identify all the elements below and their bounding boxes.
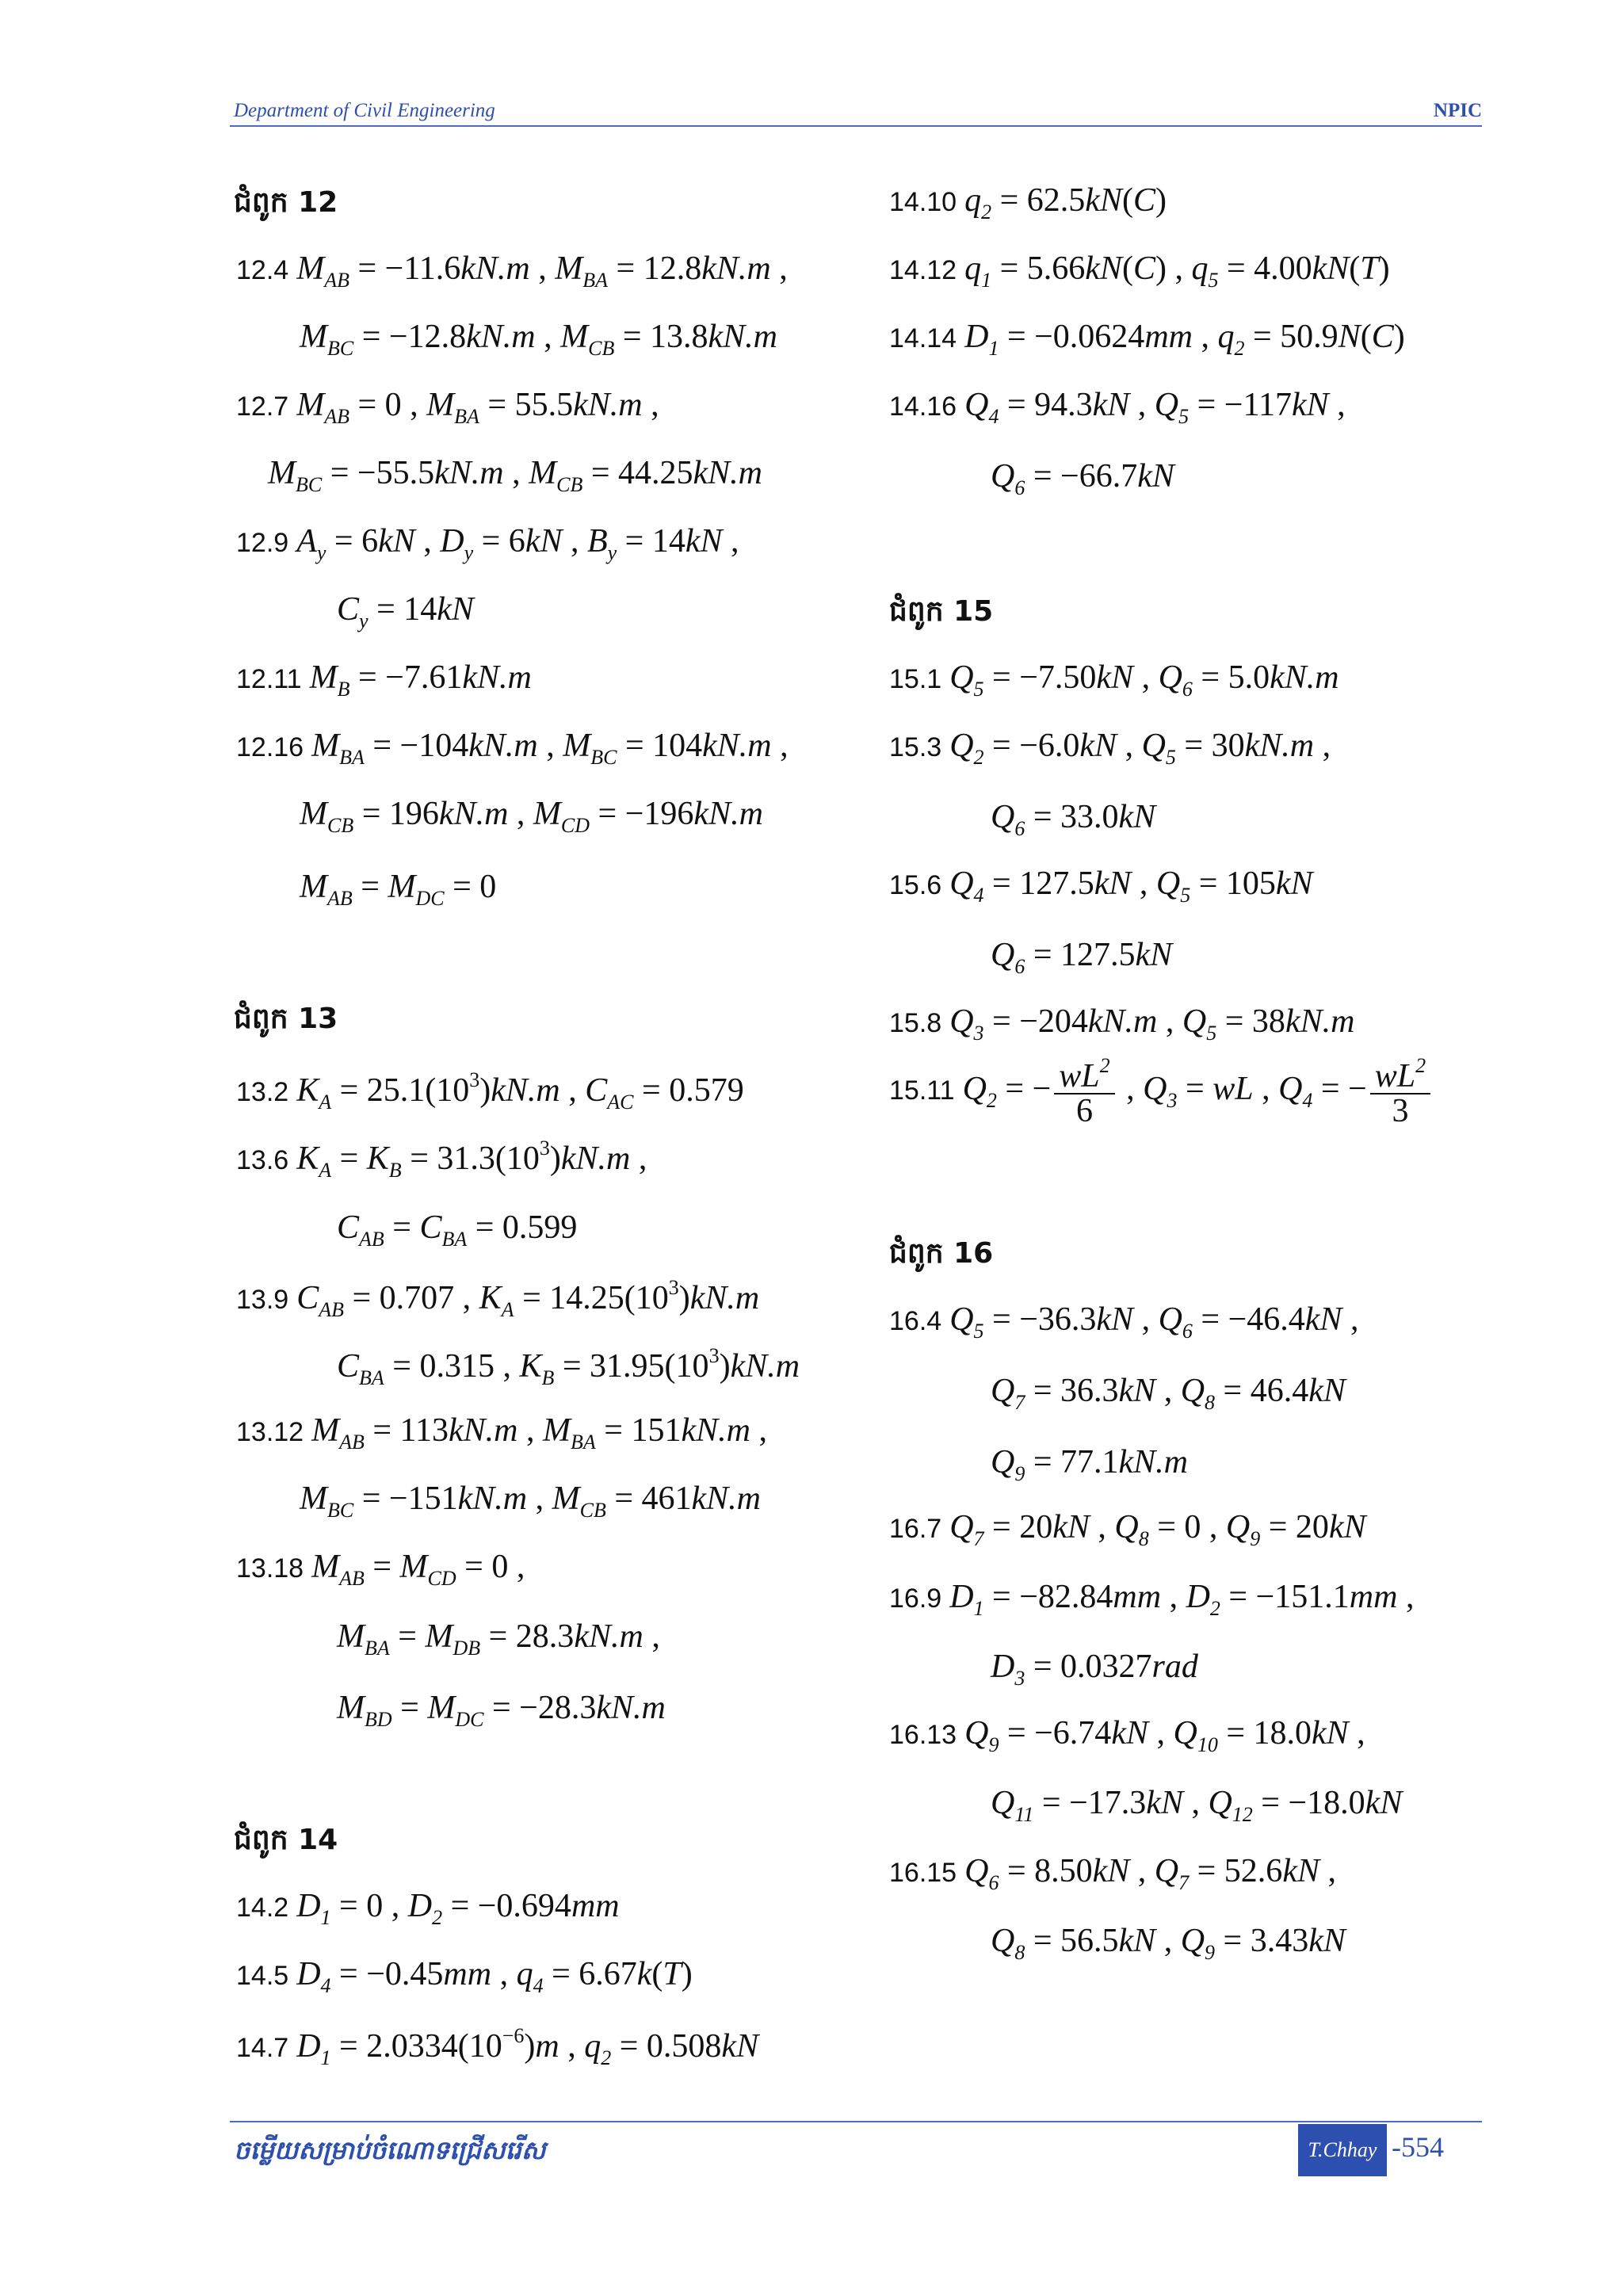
- answer-12-16-cont: $M_{CB} = 196kN.m$ , $M_{CD} = -196kN.m$: [300, 796, 763, 837]
- answer-13-9-cont: $C_{BA} = 0.315$ , $K_B = 31.95(10^3)kN.m$: [337, 1344, 800, 1389]
- answer-14-14: 14.14 $D_1 = -0.0624mm$ , $q_2 = 50.9N(C)$: [889, 319, 1405, 360]
- answer-number: 14.10: [889, 187, 957, 217]
- answer-16-15: 16.15 $Q_6 = 8.50kN$ , $Q_7 = 52.6kN$ ,: [889, 1853, 1336, 1894]
- answer-13-18-cont2: $M_{BD} = M_{DC} = -28.3kN.m$: [337, 1690, 666, 1731]
- answer-15-3: 15.3 $Q_2 = -6.0kN$ , $Q_5 = 30kN.m$ ,: [889, 728, 1331, 769]
- answer-16-13-cont: $Q_{11} = -17.3kN$ , $Q_{12} = -18.0kN$: [991, 1785, 1403, 1826]
- answer-13-12-cont: $M_{BC} = -151kN.m$ , $M_{CB} = 461kN.m$: [300, 1480, 762, 1522]
- answer-15-6: 15.6 $Q_4 = 127.5kN$ , $Q_5 = 105kN$: [889, 865, 1313, 907]
- answer-number: 12.4: [236, 255, 289, 285]
- answer-number: 12.7: [236, 392, 289, 422]
- answer-number: 12.9: [236, 528, 289, 558]
- answer-12-7: 12.7 $M_{AB} = 0$ , $M_{BA} = 55.5kN.m$ ,: [236, 387, 659, 428]
- answer-12-16-cont2: $M_{AB} = M_{DC} = 0$: [300, 869, 497, 910]
- chapter-heading-14: ជំពូក 14: [234, 1824, 338, 1856]
- answer-15-8: 15.8 $Q_3 = -204kN.m$ , $Q_5 = 38kN.m$: [889, 1003, 1355, 1045]
- answer-16-13: 16.13 $Q_9 = -6.74kN$ , $Q_{10} = 18.0kN$ ,: [889, 1715, 1365, 1756]
- answer-number: 15.6: [889, 870, 942, 900]
- answer-number: 15.11: [889, 1075, 955, 1106]
- answer-number: 13.12: [236, 1417, 304, 1447]
- answer-number: 14.14: [889, 323, 957, 353]
- answer-number: 15.8: [889, 1008, 942, 1038]
- answer-16-4-cont2: $Q_9 = 77.1kN.m$: [991, 1444, 1189, 1485]
- answer-12-4: 12.4 $M_{AB} = -11.6kN.m$ , $M_{BA} = 12.8kN.m$ ,: [236, 250, 788, 292]
- answer-16-7: 16.7 $Q_7 = 20kN$ , $Q_8 = 0$ , $Q_9 = 20kN$: [889, 1509, 1366, 1550]
- answer-number: 16.9: [889, 1584, 942, 1614]
- answer-13-18: 13.18 $M_{AB} = M_{CD} = 0$ ,: [236, 1549, 525, 1590]
- footer-rule: [230, 2121, 1482, 2122]
- answer-15-1: 15.1 $Q_5 = -7.50kN$ , $Q_6 = 5.0kN.m$: [889, 659, 1339, 701]
- answer-13-6: 13.6 $K_A = K_B = 31.3(10^3)kN.m$ ,: [236, 1137, 647, 1182]
- answer-12-11: 12.11 $M_B = -7.61kN.m$: [236, 659, 532, 701]
- answer-number: 14.5: [236, 1961, 289, 1991]
- header-rule: [230, 125, 1482, 127]
- answer-14-16: 14.16 $Q_4 = 94.3kN$ , $Q_5 = -117kN$ ,: [889, 387, 1346, 428]
- answer-14-7: 14.7 $D_1 = 2.0334(10^{-6})m$ , $q_2 = 0.508kN$: [236, 2024, 759, 2069]
- answer-number: 13.18: [236, 1553, 304, 1584]
- answer-15-11: 15.11 $Q_2$ = − $\frac{wL^2}{6}$ , $Q_3$ = wL , $Q_4$ = − $\frac{wL^2}{3}$: [889, 1056, 1434, 1128]
- answer-number: 13.2: [236, 1077, 289, 1107]
- answer-15-6-cont: $Q_6 = 127.5kN$: [991, 937, 1173, 978]
- answer-14-10: 14.10 $q_2 = 62.5kN(C)$: [889, 182, 1167, 223]
- answer-12-4-cont: $M_{BC} = -12.8kN.m$ , $M_{CB} = 13.8kN.m$: [300, 319, 778, 360]
- department-name: Department of Civil Engineering: [234, 100, 495, 121]
- answer-number: 16.13: [889, 1720, 957, 1750]
- answer-16-15-cont: $Q_8 = 56.5kN$ , $Q_9 = 3.43kN$: [991, 1923, 1346, 1964]
- answer-13-2: 13.2 $K_A = 25.1(10^3)kN.m$ , $C_{AC} = 0.579$: [236, 1068, 744, 1114]
- answer-number: 16.4: [889, 1306, 942, 1336]
- answer-14-12: 14.12 $q_1 = 5.66kN(C)$ , $q_5 = 4.00kN(T)$: [889, 250, 1390, 292]
- answer-13-12: 13.12 $M_{AB} = 113kN.m$ , $M_{BA} = 151kN.m$ ,: [236, 1412, 767, 1454]
- chapter-heading-13: ជំពូក 13: [234, 1003, 338, 1035]
- answer-13-9: 13.9 $C_{AB} = 0.707$ , $K_A = 14.25(10^3)kN.m$: [236, 1276, 760, 1321]
- answer-number: 14.7: [236, 2033, 289, 2063]
- answer-number: 13.9: [236, 1285, 289, 1315]
- answer-15-3-cont: $Q_6 = 33.0kN$: [991, 799, 1156, 840]
- answer-16-4-cont: $Q_7 = 36.3kN$ , $Q_8 = 46.4kN$: [991, 1373, 1346, 1414]
- answer-number: 13.6: [236, 1145, 289, 1175]
- answer-12-16: 12.16 $M_{BA} = -104kN.m$ , $M_{BC} = 104kN.m$ ,: [236, 728, 789, 769]
- institution-name: NPIC: [1433, 100, 1482, 121]
- fraction: $\frac{wL^2}{3}$: [1370, 1056, 1430, 1128]
- author-badge: T.Chhay: [1298, 2124, 1387, 2176]
- answer-number: 15.1: [889, 664, 942, 694]
- answer-number: 12.11: [236, 664, 302, 694]
- answer-number: 15.3: [889, 732, 942, 762]
- answer-14-16-cont: $Q_6 = -66.7kN$: [991, 458, 1174, 499]
- chapter-heading-15: ជំពូក 15: [889, 595, 994, 628]
- answer-number: 14.2: [236, 1893, 289, 1923]
- answer-16-9: 16.9 $D_1 = -82.84mm$ , $D_2 = -151.1mm$ ,: [889, 1579, 1415, 1620]
- answer-12-9: 12.9 $A_y = 6kN$ , $D_y = 6kN$ , $B_y = 14kN$ ,: [236, 523, 739, 564]
- chapter-heading-16: ជំពូក 16: [889, 1237, 994, 1270]
- answer-13-6-cont: $C_{AB} = C_{BA} = 0.599$: [337, 1209, 578, 1251]
- answer-16-4: 16.4 $Q_5 = -36.3kN$ , $Q_6 = -46.4kN$ ,: [889, 1301, 1359, 1343]
- answer-14-2: 14.2 $D_1 = 0$ , $D_2 = -0.694mm$: [236, 1888, 620, 1929]
- footer-title: ចម្លើយសម្រាប់ចំណោទជ្រើសរើស: [234, 2135, 546, 2165]
- fraction: $\frac{wL^2}{6}$: [1054, 1056, 1114, 1128]
- answer-number: 16.7: [889, 1514, 942, 1544]
- answer-number: 12.16: [236, 732, 304, 762]
- answer-16-9-cont: $D_3 = 0.0327rad$: [991, 1648, 1198, 1690]
- answer-number: 16.15: [889, 1858, 957, 1888]
- answer-number: 14.12: [889, 255, 957, 285]
- answer-13-18-cont: $M_{BA} = M_{DB} = 28.3kN.m$ ,: [337, 1618, 660, 1660]
- answer-number: 14.16: [889, 392, 957, 422]
- answer-12-9-cont: $C_y = 14kN$: [337, 591, 474, 632]
- chapter-heading-12: ជំពូក 12: [234, 186, 338, 219]
- answer-12-7-cont: $M_{BC} = -55.5kN.m$ , $M_{CB} = 44.25kN.m$: [268, 455, 763, 496]
- page-number: -554: [1392, 2131, 1444, 2163]
- answer-14-5: 14.5 $D_4 = -0.45mm$ , $q_4 = 6.67k(T)$: [236, 1956, 693, 1997]
